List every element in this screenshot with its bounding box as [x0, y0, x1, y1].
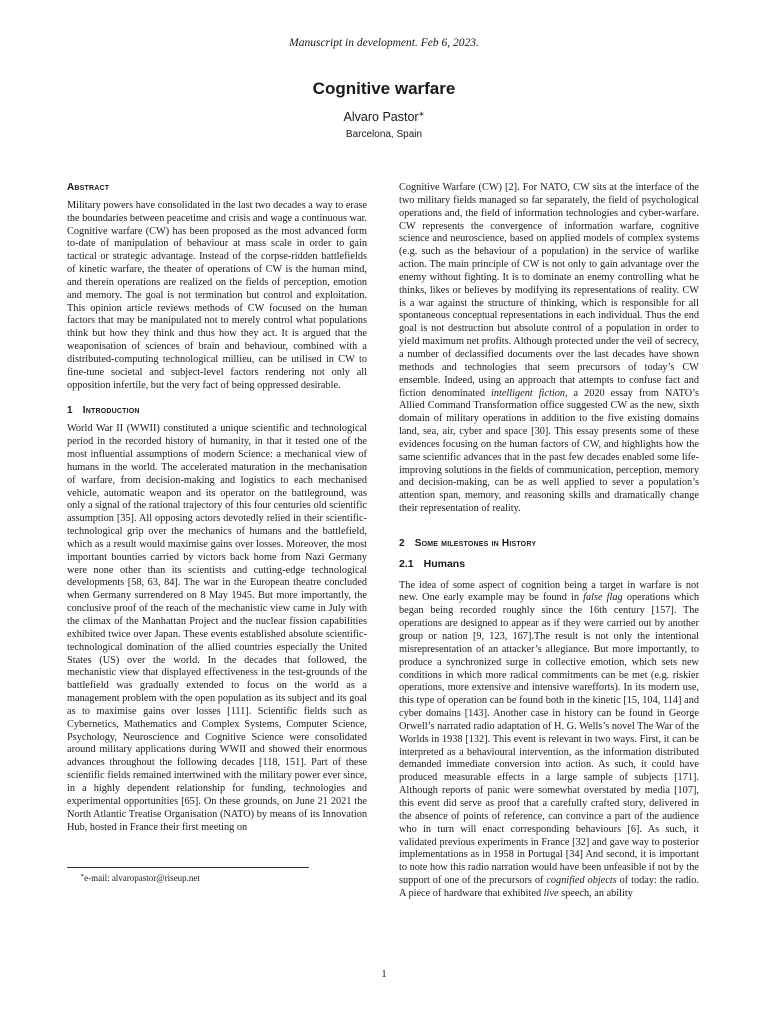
emphasis-cognified-objects: cognified objects	[546, 875, 617, 887]
emphasis-false-flag: false flag	[583, 592, 623, 604]
subsection-2-1-heading	[399, 558, 699, 571]
page-number: 1	[381, 968, 387, 980]
author-name: Alvaro Pastor	[343, 110, 419, 125]
left-column	[67, 182, 367, 834]
abstract-heading: Abstract	[67, 182, 110, 193]
manuscript-note: Manuscript in development. Feb 6, 2023.	[289, 37, 479, 49]
paper-title: Cognitive warfare	[312, 79, 456, 98]
section-1-number: 1	[67, 404, 73, 416]
author-line	[0, 110, 768, 124]
section-1-heading	[67, 405, 367, 418]
introduction-text: World War II (WWII) constituted a unique scientific and technological period in the recorded history of humanity, in that it tested one of the most influential assumptions of modern Science: a mechanical view of humans in the world. The accelerated maturation in the mechanisation of warfare, from decision-making and logistics to each mechanised vehicle, automatic weapon and its operator on the battleground, was only a signal of the rational trajectory of this four centuries old scientific assumption [35]. All opposing actors devotedly relied in their scientific-technological grip over the mechanics of humans and the battlefield, which as a result would maximise gains over losses. Moreover, the most important bounties carried by victors back home from Nazi Germany were none other than its scientists and cutting-edge technological developments [58, 63, 84]. The war in the European theatre concluded when Germany surrendered on 8 May 1945. But more importantly, the conclusive proof of the reach of the mechanistic view came in July with the climax of the Manhattan Project and the nuclear fission capabilities exhibited twice over Japan. These events established absolute scientific-technological domination of the allied countries especially the United States (US) over the world. In the decades that followed, the mechanistic view that displayed effectiveness in the test-grounds of the battlefield was gradually extended to focus on the world as a management problem with the open population as its subject and its goal as to maximise gains over losses [111]. Scientific fields such as Cybernetics, Mathematics and Complex Systems, Computer Science, Psychology, Neuroscience and Cognitive Science were consolidated around military applications during WWII and showed their enormous advances throughout the following decades [118, 151]. Part of these scientific fields remained intertwined with the military power ever since, in a highly dependent relationship for funding, technologies and experimental opportunities [65]. On these grounds, on June 21 2021 the North Atlantic Treatise Organisation (NATO) by means of its Innovation Hub, hosted in France their first meeting on	[67, 423, 367, 833]
abstract-text: Military powers have consolidated in the last two decades a way to erase the boundaries between peacetime and crisis and wage a continuous war. Cognitive warfare (CW) has been proposed as the most advanced form to-date of manipulation of behaviour at mass scale in order to gain tactical or strategic advantage. Instead of the corpse-ridden battlefields of kinetic warfare, the theater of operations of CW is the human mind, and therein operations are realized on the fields of perception, emotion and memory. The goal is not termination but control and exploitation. This opinion article reviews methods of CW focused on the human factors that may be manipulated not to merely control what populations think but how they think and thus how they act. It is argued that the weaponisation of sciences of brain and behaviour, combined with a distributed-computing technological millieu, can be utilised in CW to fine-tune societal and subject-level factors rendering not only all opposition infertile, but the very fact of being oppressed desirable.	[67, 199, 367, 391]
emphasis-intelligent-fiction: intelligent fiction	[490, 387, 566, 399]
section-2-number: 2	[399, 537, 405, 549]
footnote-marker: ∗	[80, 873, 85, 879]
subsection-2-1-title: Humans	[423, 557, 466, 570]
section-2-heading	[399, 538, 699, 551]
author-footnote-marker: ∗	[418, 111, 425, 118]
section-2-title: Some milestones in History	[414, 537, 537, 549]
intro-continuation-text: Cognitive Warfare (CW) [2]. For NATO, CW sits at the interface of the two military fields managed so far separately, the field of psychological operations and, the field of information technologies and cyber-warfare. CW represents the convergence of information warfare, cognitive science and neuroscience, based on applied models of complex systems (e.g. such as the behaviour of a population) in the service of warlike action. The main principle of CW is not only to gain advantage over the enemy without fighting. It is to dominate an enemy controlling what he thinks, likes or believes by modifying its representations of reality. CW is a war against the structure of thinking, which is responsible for all spontaneous conceptual representations in each individual. Thus the end goal is not destruction but absolute control of a population in order to yield maximum net profits. Although protected under the veil of secrecy, a number of declassified documents over the last decades have shown methods and technologies that seem precursors of today’s CW ensemble. Indeed, using an approach that attempts to confuse fact and fiction denominated intelligent fiction, a 2020 essay from NATO’s Allied Command Transformation office suggested CW as the new, sixth domain of military operations in addition to the five existing domains land, sea, air, cyber and space [30]. This essay presents some of these evidences focusing on the human factors of CW, and highlights how the same scientific advances that in the past few decades enabled some life-improving solutions in the fields of communication, perception, memory and decision-making, can be as well applied to sever a population’s attention span, memory, and reasoning skills and dramatically change their representation of reality.	[399, 182, 699, 515]
footnote-text: e-mail: alvaropastor@riseup.net	[84, 873, 200, 883]
humans-text: The idea of some aspect of cognition being a target in warfare is not new. One early example may be found in false flag operations which began being recorded roughly since the 16th century [157]. The operations are designed to appear as if they were carried out by another group or nation [9, 123, 167].The result is not only the intentional misrepresentation of an attacker’s allegiance. But more importantly, to produce a synchronized surge in collective emotion, which sets new conditions in which more radical commitments can be met (e.g. riskier operations, more extensive and intensive warefforts). In its modern use, this type of operation can be found both in the kinetic [15, 104, 114] and cyber domains [143]. Another case in history can be found in George Orwell’s narrated radio adaptation of H. G. Wells’s novel The War of the Worlds in 1938 [132]. This event is relevant in two ways. First, it can be interpreted as a behavioural intervention, as the information distributed demanded immediate conversion into action. As such, it could have produced measurable effects in a large sample of subjects [171]. Although reports of panic were somewhat overstated by media [107], this event did serve as proof that a carefully crafted story, delivered in the absence of points of reference, can convince a part of the audience who in turn will enact corresponding behaviours [6]. As such, it validated previous experiments in France [32] and gave way to posterior implementations as in 1958 in Portugal [34] And second, it is important to note how this radio narration would have been unfeasible if not by the support of one of the precursors of cognified objects of today: the radio. A piece of hardware that exhibited live speech, an ability	[399, 579, 699, 899]
subsection-2-1-number: 2.1	[399, 557, 414, 570]
author-affiliation: Barcelona, Spain	[345, 129, 423, 140]
footnote	[80, 872, 200, 883]
emphasis-live: live	[543, 887, 559, 899]
section-1-title: Introduction	[82, 404, 140, 416]
footnote-rule	[67, 867, 309, 868]
right-column	[399, 182, 699, 901]
